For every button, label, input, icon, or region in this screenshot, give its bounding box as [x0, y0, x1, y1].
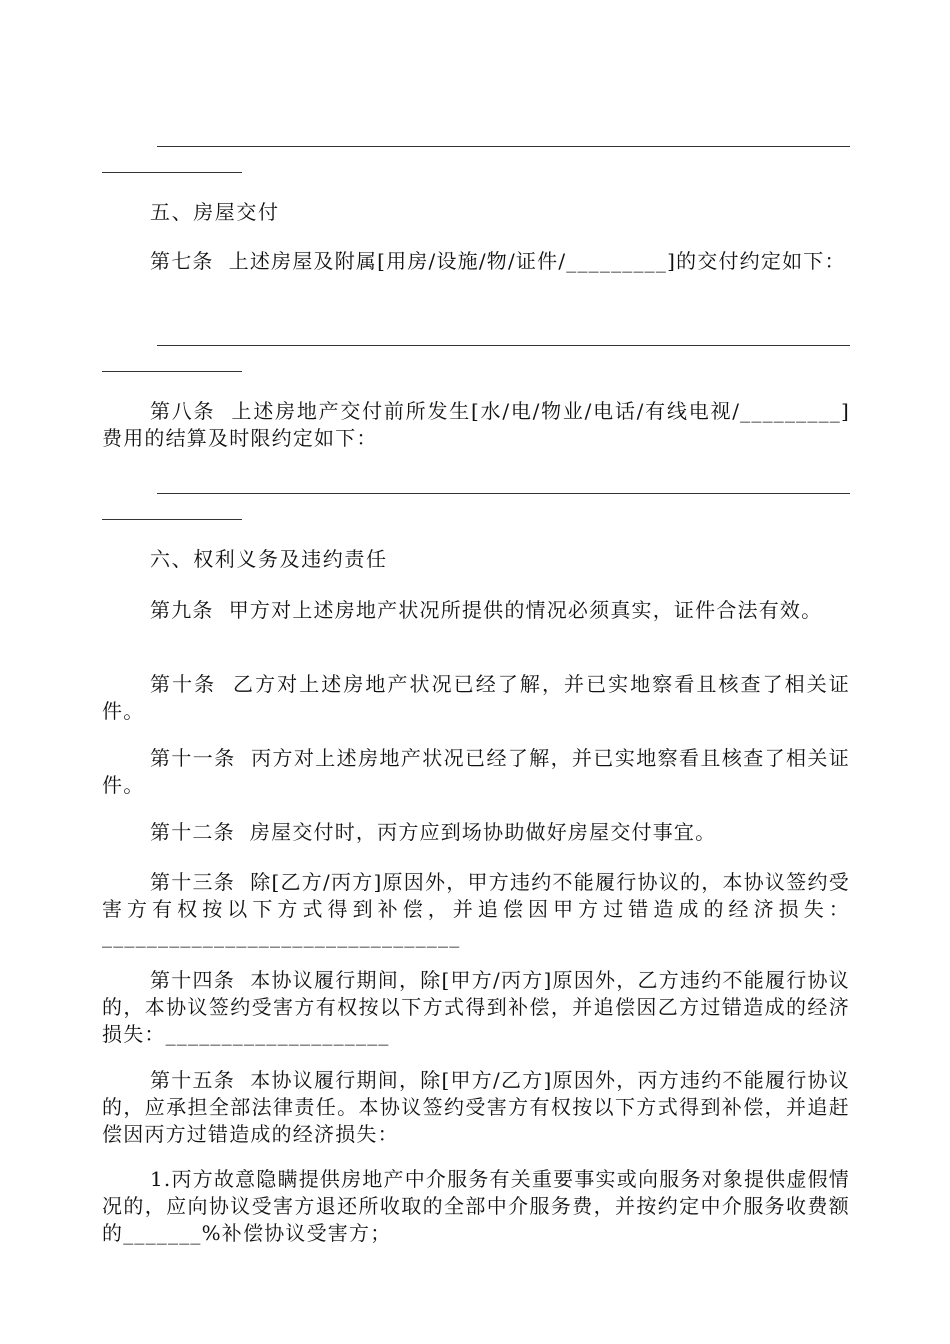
article-13: 第十三条 除[乙方/丙方]原因外，甲方违约不能履行协议的，本协议签约受害方有权按以下方式得到补偿，并追偿因甲方过错造成的经济损失：________________________________ — [102, 870, 850, 948]
article-14: 第十四条 本协议履行期间，除[甲方/丙方]原因外，乙方违约不能履行协议的，本协议签约受害方有权按以下方式得到补偿，并追偿因乙方过错造成的经济损失：____________________ — [102, 968, 850, 1046]
blank-line — [157, 493, 850, 494]
article-7: 第七条 上述房屋及附属[用房/设施/物/证件/_________]的交付约定如下： — [150, 249, 846, 273]
article-9: 第九条 甲方对上述房地产状况所提供的情况必须真实，证件合法有效。 — [150, 598, 823, 622]
article-11: 第十一条 丙方对上述房地产状况已经了解，并已实地察看且核查了相关证件。 — [102, 746, 850, 797]
blank-line — [102, 519, 242, 520]
section-heading-rights-obligations: 六、权利义务及违约责任 — [150, 547, 388, 571]
article-12: 第十二条 房屋交付时，丙方应到场协助做好房屋交付事宜。 — [150, 820, 717, 844]
article-15: 第十五条 本协议履行期间，除[甲方/乙方]原因外，丙方违约不能履行协议的，应承担全部法律责任。本协议签约受害方有权按以下方式得到补偿，并追赶偿因丙方过错造成的经济损失： — [102, 1068, 850, 1146]
blank-line — [157, 345, 850, 346]
fill-in-blank-lines — [102, 493, 850, 525]
fill-in-blank-lines — [102, 345, 850, 377]
blank-line — [102, 172, 242, 173]
fill-in-blank-lines — [102, 146, 850, 178]
blank-line — [102, 371, 242, 372]
article-10: 第十条 乙方对上述房地产状况已经了解，并已实地察看且核查了相关证件。 — [102, 672, 850, 723]
section-heading-delivery: 五、房屋交付 — [150, 200, 280, 224]
article-8: 第八条 上述房地产交付前所发生[水/电/物业/电话/有线电视/_________]费用的结算及时限约定如下： — [102, 399, 850, 450]
article-15-item-1: 1.丙方故意隐瞒提供房地产中介服务有关重要事实或向服务对象提供虚假情况的，应向协议受害方退还所收取的全部中介服务费，并按约定中介服务收费额的_______%补偿协议受害方； — [102, 1167, 850, 1245]
blank-line — [157, 146, 850, 147]
